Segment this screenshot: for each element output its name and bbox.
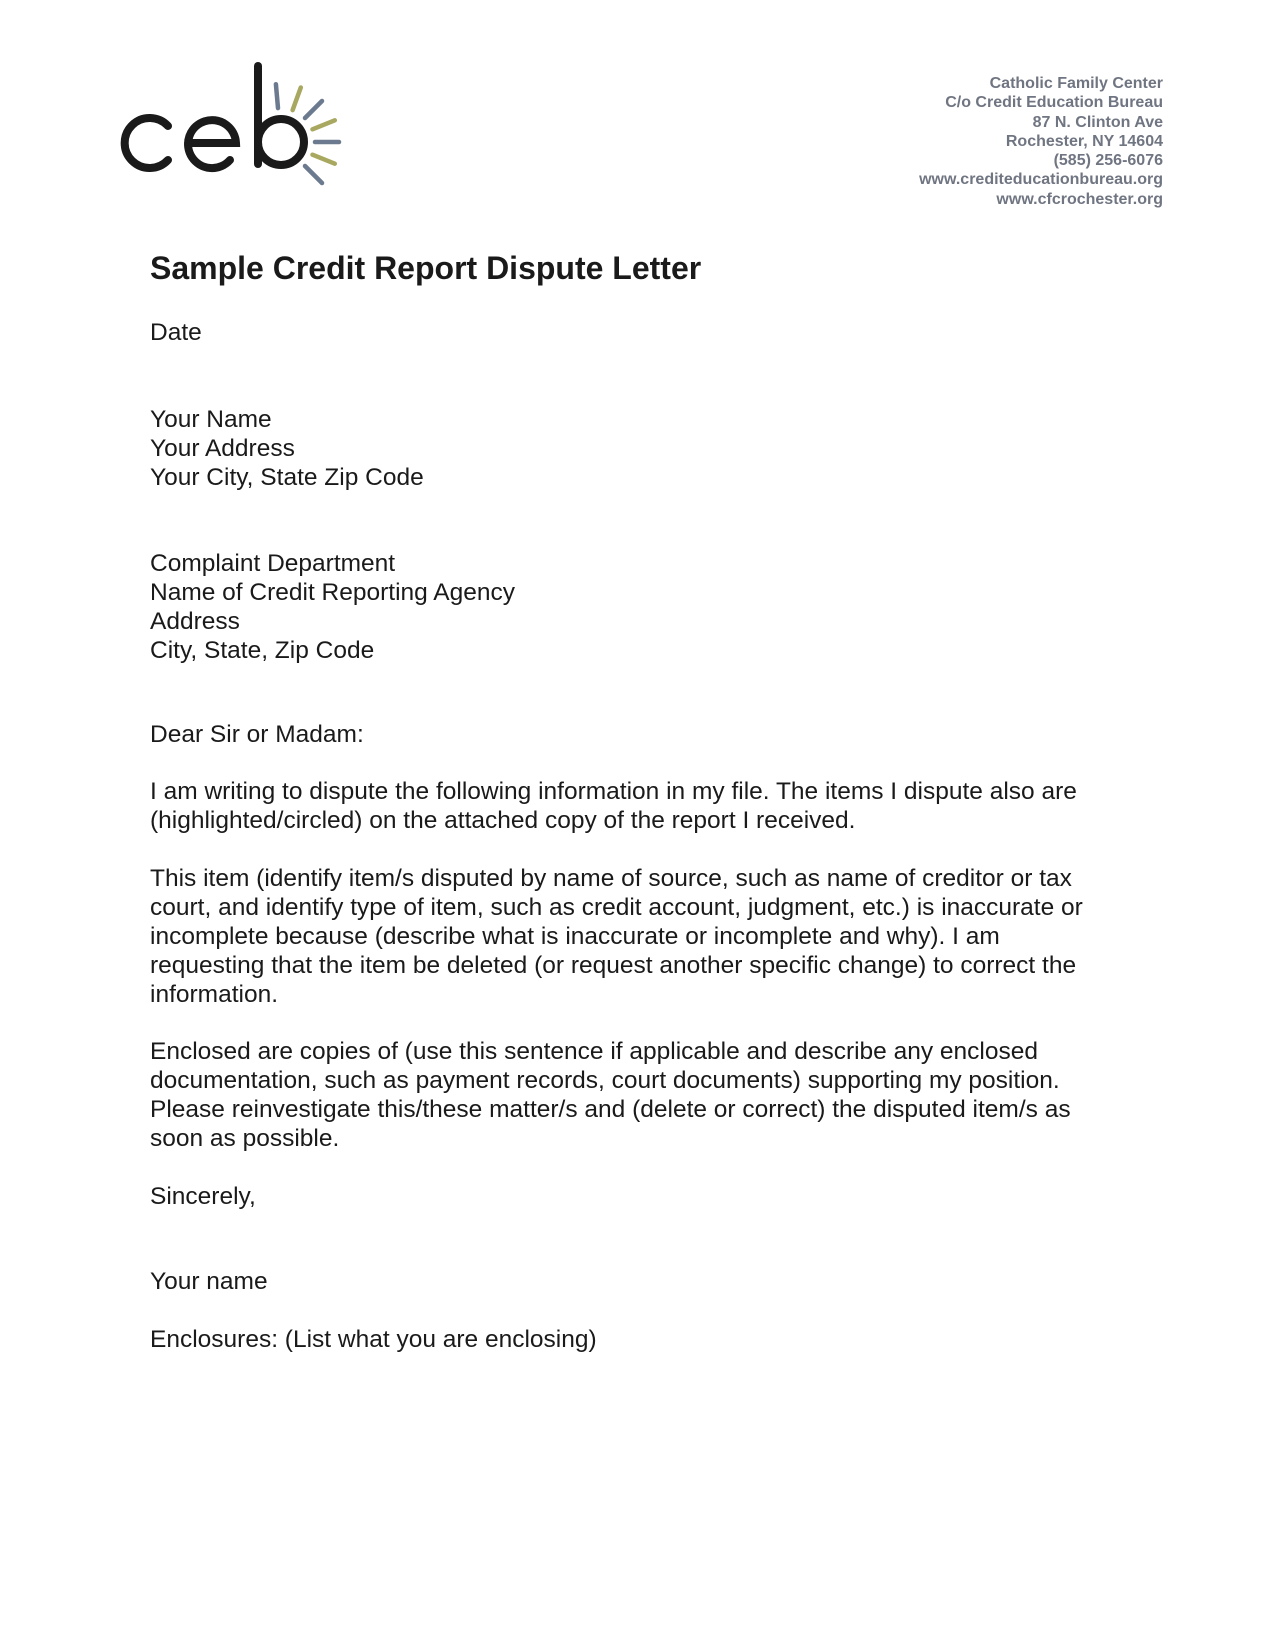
paragraph-line: information. [150, 981, 279, 1008]
org-care-of: C/o Credit Education Bureau [945, 94, 1163, 112]
sunburst-ray [305, 166, 322, 183]
letter-title: Sample Credit Report Dispute Letter [150, 250, 702, 286]
paragraph-dispute-intro [150, 777, 1125, 835]
org-website-1: www.crediteducationbureau.org [919, 171, 1163, 189]
organization-address-block [919, 74, 1163, 209]
paragraph-line: Enclosed are copies of (use this sentence if applicable and describe any enclosed [150, 1038, 1038, 1065]
recipient-department: Complaint Department [150, 550, 396, 577]
org-street: 87 N. Clinton Ave [1032, 113, 1163, 131]
org-name: Catholic Family Center [989, 75, 1163, 92]
org-phone: (585) 256-6076 [1053, 152, 1163, 170]
closing: Sincerely, [150, 1183, 256, 1210]
sender-address: Your Address [150, 435, 295, 462]
letter-date: Date [150, 319, 202, 346]
paragraph-line: (highlighted/circled) on the attached copy of the report I received. [150, 807, 856, 834]
org-city-state: Rochester, NY 14604 [1005, 132, 1163, 150]
paragraph-line: incomplete because (describe what is inaccurate or incomplete and why). I am [150, 923, 1000, 950]
paragraph-line: documentation, such as payment records, court documents) supporting my position. [150, 1067, 1060, 1094]
paragraph-enclosed-copies [150, 1037, 1125, 1153]
recipient-address: Address [150, 608, 240, 635]
sender-city-state-zip: Your City, State Zip Code [150, 464, 424, 491]
salutation: Dear Sir or Madam: [150, 721, 364, 748]
sender-address-block [150, 405, 424, 492]
sunburst-ray [293, 88, 301, 111]
paragraph-item-description [150, 864, 1125, 1009]
paragraph-line: I am writing to dispute the following information in my file. The items I dispute also are [150, 778, 1077, 805]
recipient-agency: Name of Credit Reporting Agency [150, 579, 515, 606]
paragraph-line: court, and identify type of item, such as credit account, judgment, etc.) is inaccurate or [150, 894, 1083, 921]
paragraph-line: soon as possible. [150, 1125, 340, 1152]
ceb-logo-graphic [110, 58, 370, 188]
sender-name: Your Name [150, 406, 272, 433]
letter-body [150, 248, 1125, 1353]
sunburst-ray [276, 84, 278, 108]
recipient-address-block [150, 549, 515, 665]
ceb-logo [110, 58, 370, 188]
sunburst-ray [313, 155, 335, 164]
recipient-city-state-zip: City, State, Zip Code [150, 637, 375, 664]
paragraph-line: This item (identify item/s disputed by name of source, such as name of creditor or tax [150, 865, 1072, 892]
paragraph-line: requesting that the item be deleted (or request another specific change) to correct the [150, 952, 1077, 979]
enclosures-line: Enclosures: (List what you are enclosing) [150, 1326, 597, 1353]
org-website-2: www.cfcrochester.org [996, 190, 1163, 208]
sunburst-ray [313, 120, 335, 129]
sunburst-ray [305, 101, 322, 118]
paragraph-line: Please reinvestigate this/these matter/s and (delete or correct) the disputed item/s as [150, 1096, 1071, 1123]
signature-name: Your name [150, 1268, 268, 1295]
